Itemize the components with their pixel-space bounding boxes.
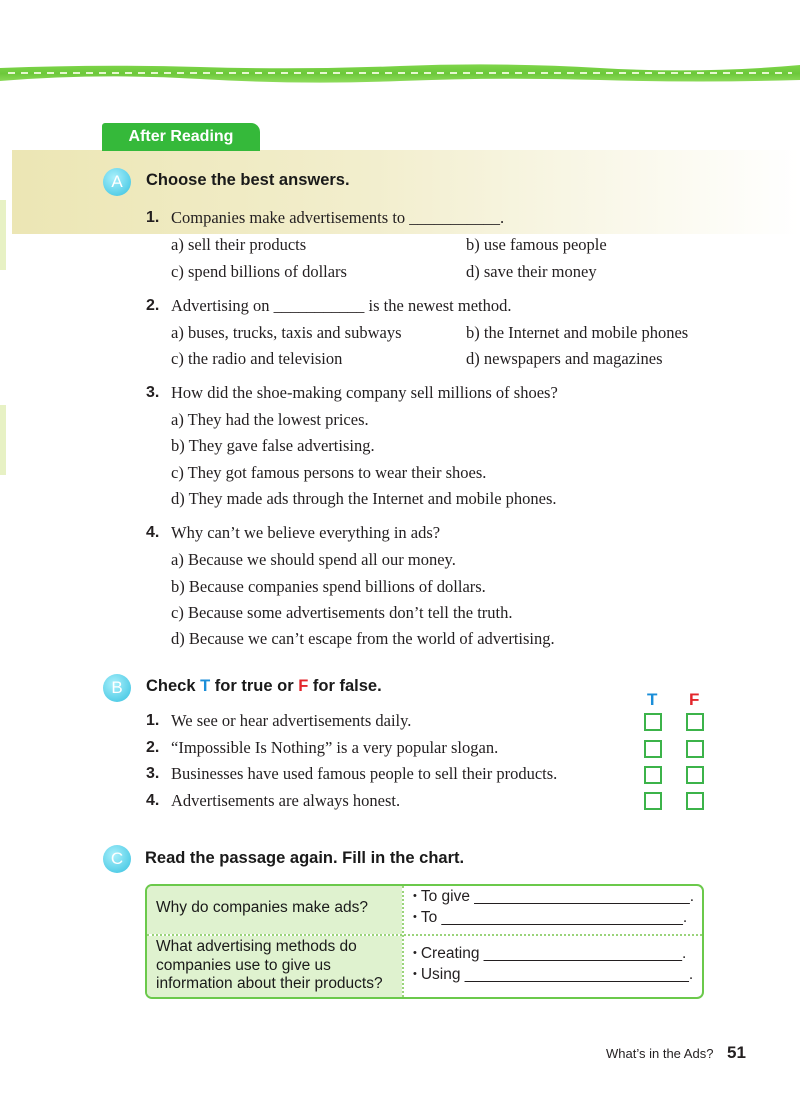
answer-option[interactable]: a) buses, trucks, taxis and subways	[171, 323, 402, 342]
after-reading-tab: After Reading	[102, 123, 260, 151]
answer-text: To ____________________________.	[420, 909, 688, 926]
false-column-header: F	[689, 690, 700, 709]
question-number: 3.	[146, 384, 160, 401]
statement-text: Businesses have used famous people to sell their products.	[171, 764, 558, 783]
question-number: 4.	[146, 524, 160, 541]
answer-line[interactable]	[413, 888, 694, 906]
answer-option[interactable]: c) the radio and television	[171, 349, 343, 368]
section-a-badge: A	[103, 168, 131, 196]
answer-text: To give _________________________.	[420, 888, 695, 905]
answer-option[interactable]: d) newspapers and magazines	[466, 349, 663, 368]
fill-in-chart	[145, 884, 704, 999]
true-checkbox[interactable]	[644, 766, 662, 784]
running-footer-title: What’s in the Ads?	[606, 1046, 714, 1061]
answer-option[interactable]: b) They gave false advertising.	[171, 436, 375, 455]
false-checkbox[interactable]	[686, 713, 704, 731]
true-checkbox[interactable]	[644, 792, 662, 810]
true-letter: T	[200, 677, 211, 695]
bullet: •	[413, 890, 417, 902]
false-checkbox[interactable]	[686, 792, 704, 810]
question-text: Advertising on ___________ is the newest method.	[171, 296, 512, 315]
title-text: Check	[146, 677, 201, 695]
margin-decoration	[0, 200, 6, 270]
answer-option[interactable]: a) They had the lowest prices.	[171, 410, 369, 429]
answer-option[interactable]: a) Because we should spend all our money.	[171, 550, 456, 569]
chart-answer[interactable]	[404, 936, 702, 997]
statement-number: 4.	[146, 792, 160, 809]
answer-option[interactable]: d) Because we can’t escape from the world of advertising.	[171, 629, 555, 648]
question-number: 2.	[146, 297, 160, 314]
statement-text: Advertisements are always honest.	[171, 791, 401, 810]
answer-line[interactable]	[413, 966, 693, 984]
answer-option[interactable]: c) They got famous persons to wear their shoes.	[171, 463, 487, 482]
margin-decoration	[0, 405, 6, 475]
true-checkbox[interactable]	[644, 713, 662, 731]
chart-answer[interactable]	[404, 886, 702, 934]
title-text: for false.	[308, 677, 382, 695]
false-letter: F	[298, 677, 309, 695]
statement-text: We see or hear advertisements daily.	[171, 711, 412, 730]
answer-option[interactable]: b) the Internet and mobile phones	[466, 323, 689, 342]
answer-option[interactable]: b) use famous people	[466, 235, 607, 254]
answer-line[interactable]	[413, 909, 687, 927]
question-text: Companies make advertisements to ___________.	[171, 208, 505, 227]
question-number: 1.	[146, 209, 160, 226]
statement-number: 3.	[146, 765, 160, 782]
title-text: for true or	[210, 677, 299, 695]
answer-option[interactable]: b) Because companies spend billions of dollars.	[171, 577, 486, 596]
section-a-title: Choose the best answers.	[146, 171, 350, 189]
bullet: •	[413, 947, 417, 959]
chart-question	[147, 936, 402, 997]
section-b-badge: B	[103, 674, 131, 702]
false-checkbox[interactable]	[686, 766, 704, 784]
statement-text: “Impossible Is Nothing” is a very popular slogan.	[171, 738, 499, 757]
section-b-title	[146, 677, 382, 696]
answer-line[interactable]	[413, 945, 686, 963]
answer-option[interactable]: c) Because some advertisements don’t tell the truth.	[171, 603, 513, 622]
true-checkbox[interactable]	[644, 740, 662, 758]
bullet: •	[413, 911, 417, 923]
false-checkbox[interactable]	[686, 740, 704, 758]
statement-number: 1.	[146, 712, 160, 729]
answer-text: Creating _______________________.	[420, 945, 687, 962]
chart-question: Why do companies make ads?	[147, 886, 402, 934]
true-column-header: T	[647, 690, 658, 709]
section-c-title: Read the passage again. Fill in the chart.	[145, 849, 465, 867]
decorative-stripe	[0, 62, 800, 84]
question-line: What advertising methods do	[156, 938, 357, 955]
answer-option[interactable]: a) sell their products	[171, 235, 307, 254]
question-line: companies use to give us	[156, 956, 331, 974]
answer-option[interactable]: d) They made ads through the Internet and mobile phones.	[171, 489, 557, 508]
answer-option[interactable]: c) spend billions of dollars	[171, 262, 347, 281]
answer-option[interactable]: d) save their money	[466, 262, 597, 281]
question-text: Why can’t we believe everything in ads?	[171, 523, 441, 542]
answer-text: Using __________________________.	[420, 966, 694, 983]
statement-number: 2.	[146, 739, 160, 756]
bullet: •	[413, 968, 417, 980]
page-number: 51	[727, 1043, 746, 1062]
question-text: How did the shoe-making company sell millions of shoes?	[171, 383, 558, 402]
question-line: information about their products?	[156, 975, 383, 992]
section-c-badge: C	[103, 845, 131, 873]
